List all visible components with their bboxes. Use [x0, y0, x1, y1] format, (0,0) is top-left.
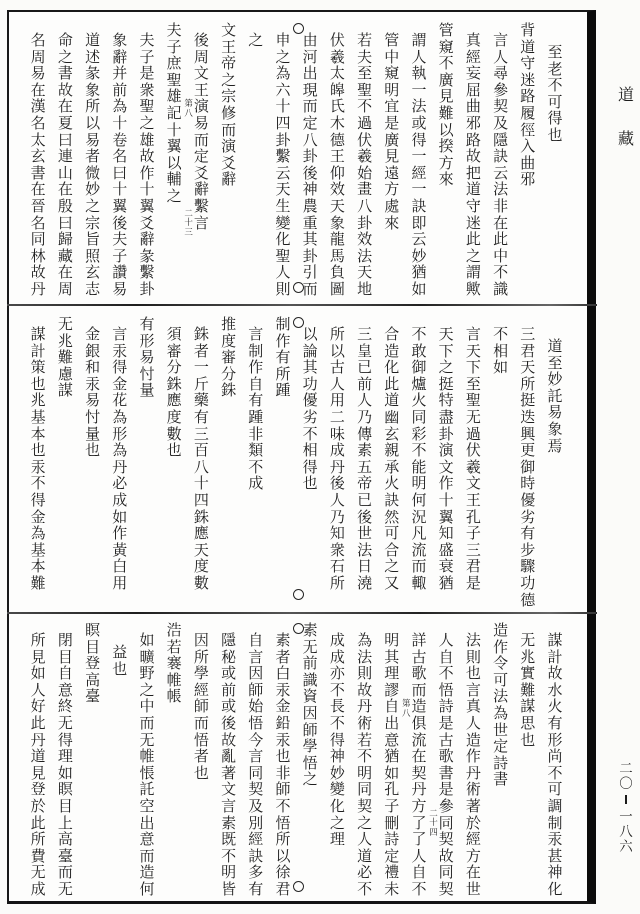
- text-column: 為 法 則 故 丹 術 若 不 明 同 契 之 人 道 必 不: [357, 631, 373, 898]
- text-column: 言 汞 得 金 花 為 形 為 丹 必 成 如 作 黃 白 用: [112, 325, 128, 592]
- text-column: 若 夫 至 聖 不 過 伏 羲 始 畫 八 卦 效 法 天 地: [357, 31, 373, 298]
- text-column: 成 成 亦 不 長 不 得 神 妙 變 化 之 理: [329, 631, 345, 849]
- text-column: 文 王 帝 之 宗 修 而 演 爻 辭: [221, 21, 237, 189]
- text-column: 謀 計 故 水 火 有 形 尚 不 可 調 制 汞 甚 神 化: [547, 631, 563, 898]
- text-column: 言 制 作 自 有 踵 非 類 不 成: [248, 325, 264, 493]
- page-number-char: 二: [619, 761, 633, 777]
- text-column: 由 河 出 現 而 定 八 卦 後 神 農 重 其 卦 引 而: [302, 31, 318, 298]
- text-column: 法 則 也 言 真 人 造 作 丹 術 著 於 經 方 在 世: [465, 631, 481, 898]
- collection-label-zang: 藏: [617, 129, 634, 148]
- section-marker-circle-icon: [293, 317, 304, 328]
- text-column: 名 周 易 在 漢 名 太 玄 書 在 晉 名 同 林 故 丹: [30, 31, 46, 298]
- section-marker-circle-icon: [293, 23, 304, 34]
- text-column: 素 者 白 汞 金 鉛 汞 也 非 師 不 悟 所 以 徐 君: [275, 631, 291, 898]
- text-column: 命 之 書 故 在 夏 曰 連 山 在 殷 曰 歸 藏 在 周: [57, 31, 73, 298]
- text-column: 須 審 分 銖 應 度 數 也: [166, 325, 182, 460]
- text-column: 道 述 彖 象 所 以 易 者 微 妙 之 宗 旨 照 玄 志: [85, 31, 101, 298]
- text-column: 象 辭 并 前 為 十 卷 名 曰 十 翼 後 夫 子 讚 易: [112, 31, 128, 298]
- folio-mark: 第八: [402, 699, 411, 719]
- text-column: 人 自 不 悟 詩 是 古 歌 書 是 參 同 契 故 同 契: [438, 631, 454, 898]
- text-column: 因 所 學 經 師 而 悟 者 也: [193, 631, 209, 782]
- text-column: 自 言 因 師 始 悟 今 言 同 契 及 別 經 訣 多 有: [248, 631, 264, 898]
- text-column: 金 銀 和 汞 易 忖 量 也: [85, 325, 101, 460]
- page-number-char: 〇: [619, 776, 633, 792]
- text-column: 申 之 為 六 十 四 卦 繫 云 天 生 變 化 聖 人 則: [275, 31, 291, 298]
- folio-mark: 第八: [184, 99, 193, 119]
- text-column: 言 天 下 至 聖 无 過 伏 羲 文 王 孔 子 三 君 是: [465, 325, 481, 592]
- text-column: 浩 若 褰 帷 帳: [166, 621, 182, 706]
- text-column: 銖 者 一 斤 藥 有 三 百 八 十 四 銖 應 天 度 數: [193, 325, 209, 592]
- text-column: 詳 古 歌 而 造 俱 流 在 契 丹 方 了 了 人 自 不: [411, 631, 427, 898]
- text-column: 以 論 其 功 優 劣 不 相 得 也: [302, 325, 318, 493]
- text-column: 隱 秘 或 前 或 後 故 亂 著 文 言 素 既 不 明 皆: [221, 631, 237, 898]
- section-marker-circle-icon: [293, 282, 304, 293]
- text-column: 不 敢 御 爐 火 同 彩 不 能 明 何 況 凡 流 而 輙: [411, 325, 427, 592]
- text-column: 至 老 不 可 得 也: [547, 43, 563, 144]
- page-number: [617, 762, 635, 855]
- text-column: 之: [248, 31, 264, 49]
- text-column: 合 造 化 此 道 幽 玄 親 承 火 訣 然 可 合 之 又: [384, 325, 400, 592]
- register-bottom: [13, 614, 579, 903]
- text-column: 素 无 前 識 資 因 師 學 悟 之: [302, 621, 318, 789]
- section-marker-circle-icon: [293, 881, 304, 892]
- text-column: 真 經 妄 屈 曲 邪 路 故 把 道 守 迷 此 之 謂 歟: [465, 31, 481, 298]
- text-column: 明 其 理 謬 自 出 意 猶 如 孔 子 刪 詩 定 禮 未: [384, 631, 400, 898]
- text-column: 閉 目 自 意 終 无 得 理 如 瞑 目 上 高 臺 而 无: [57, 631, 73, 898]
- text-column: 造 作 令 可 法 為 世 定 詩 書: [493, 621, 509, 789]
- register-middle: [13, 308, 579, 611]
- section-marker-circle-icon: [293, 589, 304, 600]
- text-column: 制 作 有 所 踵: [275, 315, 291, 400]
- collection-label-dao: 道: [617, 85, 634, 104]
- text-column: 益 也: [112, 643, 128, 678]
- text-column: 謂 人 執 一 法 或 得 一 經 一 訣 即 云 妙 猶 如: [411, 31, 427, 298]
- page-number-dash: [625, 795, 627, 804]
- text-column: 夫 子 庶 聖 雄 記 十 翼 以 輔 之: [166, 21, 182, 205]
- page-number-char: 六: [619, 839, 633, 855]
- register-top: [13, 14, 579, 304]
- text-column: 不 相 如: [493, 325, 509, 377]
- text-column: 有 形 易 忖 量: [139, 315, 155, 400]
- text-column: 无 兆 實 難 謀 思 也: [520, 631, 536, 749]
- text-column: 後 周 文 王 演 易 而 定 爻 辭 繫 言: [193, 31, 209, 232]
- text-column: 所 見 如 人 好 此 丹 道 見 登 於 此 所 費 无 成: [30, 631, 46, 898]
- text-column: 言 人 尋 參 契 及 隱 訣 云 法 非 在 此 中 不 識: [493, 31, 509, 298]
- text-column: 无 兆 難 慮 謀: [57, 315, 73, 400]
- folio-mark: 二十三: [184, 208, 193, 239]
- section-marker-circle-icon: [293, 623, 304, 634]
- folio-mark: 二十四: [429, 808, 438, 839]
- text-column: 所 以 古 人 用 二 味 成 丹 後 人 乃 知 衆 石 所: [329, 325, 345, 592]
- text-column: 謀 計 策 也 兆 基 本 也 汞 不 得 金 為 基 本 難: [30, 325, 46, 592]
- page-number-char: 八: [619, 824, 633, 840]
- text-column: 伏 羲 太 皞 氏 木 德 王 仰 效 天 象 龍 馬 負 圖: [329, 31, 345, 298]
- text-column: 推 度 審 分 銖: [221, 315, 237, 400]
- text-column: 道 至 妙 託 易 象 焉: [547, 337, 563, 455]
- text-column: 管 窺 不 廣 見 難 以 揆 方 來: [438, 21, 454, 189]
- text-column: 夫 子 是 衆 聖 之 雄 故 作 十 翼 爻 辭 彖 繫 卦: [139, 31, 155, 298]
- text-column: 背 道 守 迷 路 履 徑 入 曲 邪: [520, 21, 536, 189]
- register-divider-line: [7, 304, 597, 306]
- page-number-char: 一: [619, 809, 633, 825]
- text-frame: [7, 10, 596, 904]
- text-column: 三 君 天 所 挺 迭 興 更 御 時 優 劣 有 步 驟 功 德: [520, 325, 536, 609]
- text-column: 管 中 窺 明 宜 是 廣 見 遠 方 處 來: [384, 31, 400, 232]
- page-number-char: [617, 795, 635, 810]
- text-column: 天 下 之 挺 特 盡 卦 演 文 作 十 翼 知 盛 衰 猶: [438, 325, 454, 592]
- text-column: 如 曠 野 之 中 而 无 帷 悵 託 空 出 意 而 造 何: [139, 631, 155, 898]
- text-column: 瞑 目 登 高 臺: [85, 621, 101, 706]
- text-column: 三 皇 已 前 人 乃 傳 素 五 帝 已 後 世 法 日 澆: [357, 325, 373, 592]
